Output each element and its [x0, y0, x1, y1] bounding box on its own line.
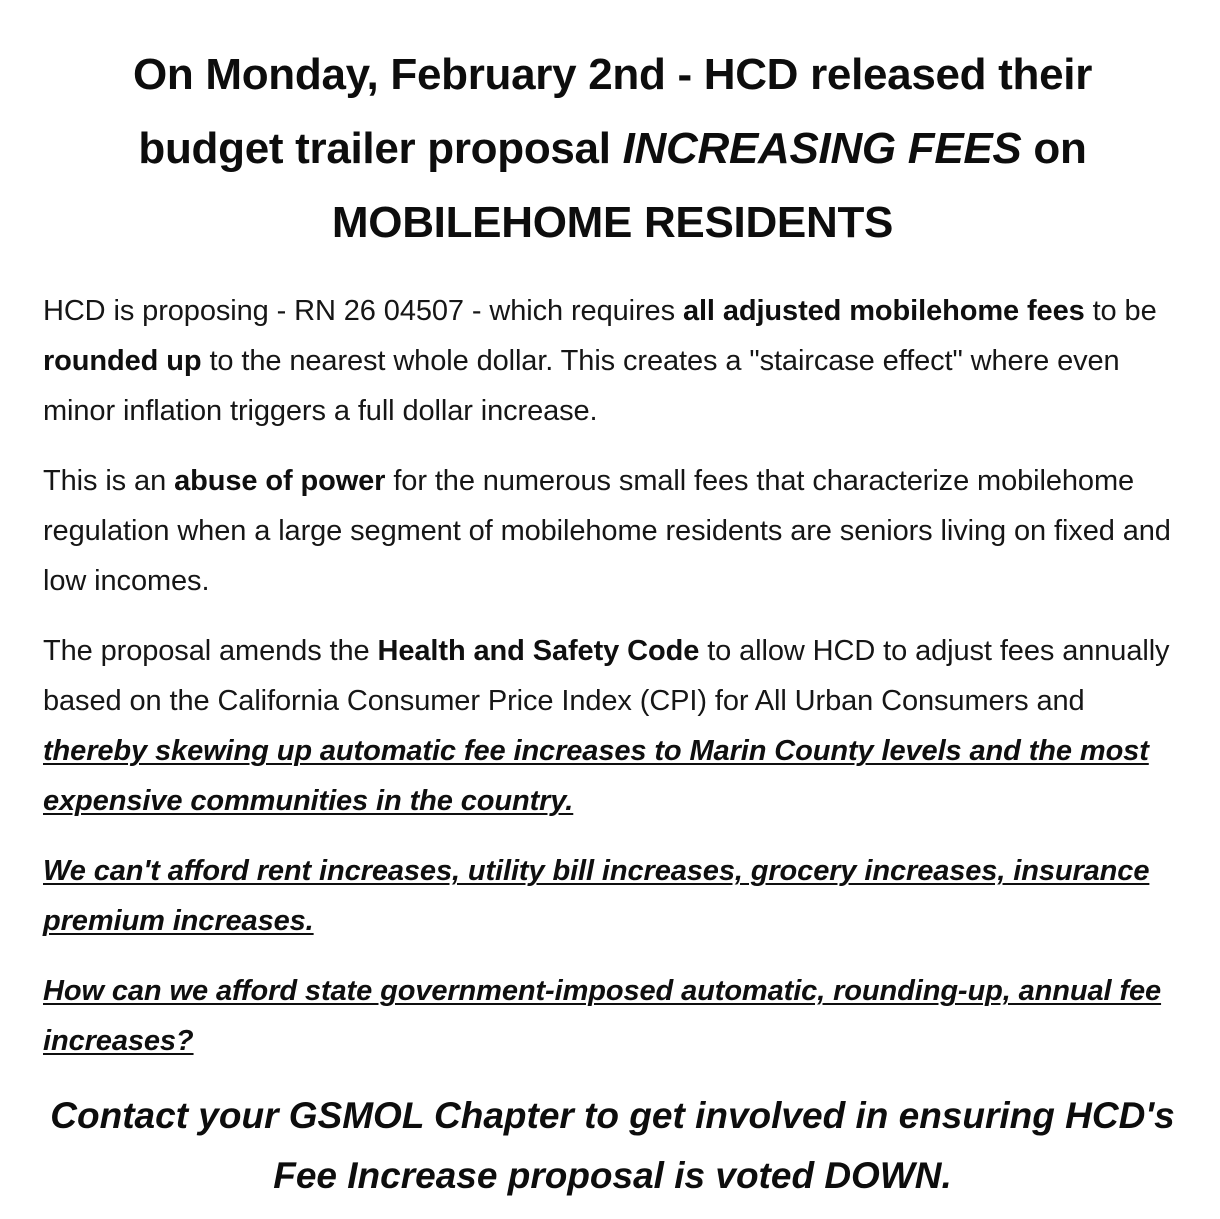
paragraph-text: for the numerous small fees that characterize mobilehome regulation when a large segment of mobilehome residents are seniors living on fixed and low incomes. [43, 465, 1171, 597]
bold-phrase: rounded up [43, 345, 202, 377]
call-to-action-line-2: Fee Increase proposal is voted DOWN. [273, 1155, 952, 1196]
call-to-action-line-1: Contact your GSMOL Chapter to get involved in ensuring HCD's [50, 1095, 1175, 1136]
headline-line-1: On Monday, February 2nd - HCD released their [132, 50, 1093, 99]
bold-phrase: all adjusted mobilehome fees [682, 295, 1085, 327]
headline-line-2-tail: on [1021, 124, 1087, 173]
paragraph-afford [43, 846, 1192, 946]
paragraph-proposal [43, 286, 1192, 436]
emphasized-phrase: We can't afford rent increases, utility bill increases, grocery increases, insurance premium increases. [43, 855, 1150, 937]
paragraph-text: The proposal amends the [43, 635, 378, 667]
call-to-action [43, 1086, 1192, 1206]
paragraph-abuse [43, 456, 1192, 606]
headline [43, 38, 1192, 260]
paragraph-text: to the nearest whole dollar. This creates a "staircase effect" where even minor inflation triggers a full dollar increase. [43, 345, 1120, 427]
emphasized-phrase: How can we afford state government-imposed automatic, rounding-up, annual fee increases? [43, 975, 1162, 1057]
headline-line-3: MOBILEHOME RESIDENTS [331, 198, 894, 247]
paragraph-question [43, 966, 1192, 1066]
paragraph-text: to allow HCD to adjust fees annually based on the California Consumer Price Index (CPI) for All Urban Consumers and [43, 635, 1170, 717]
paragraph-text: HCD is proposing - RN 26 04507 - which requires [43, 295, 683, 327]
headline-line-2-text: budget trailer proposal [138, 124, 623, 173]
bold-phrase: abuse of power [174, 465, 386, 497]
bold-phrase: Health and Safety Code [377, 635, 700, 667]
paragraph-text: to be [1084, 295, 1157, 327]
emphasized-phrase: thereby skewing up automatic fee increases to Marin County levels and the most expensive communities in the country. [43, 735, 1149, 817]
headline-emphasis: INCREASING FEES [622, 124, 1022, 173]
paragraph-text: This is an [43, 465, 175, 497]
paragraph-code [43, 626, 1192, 826]
